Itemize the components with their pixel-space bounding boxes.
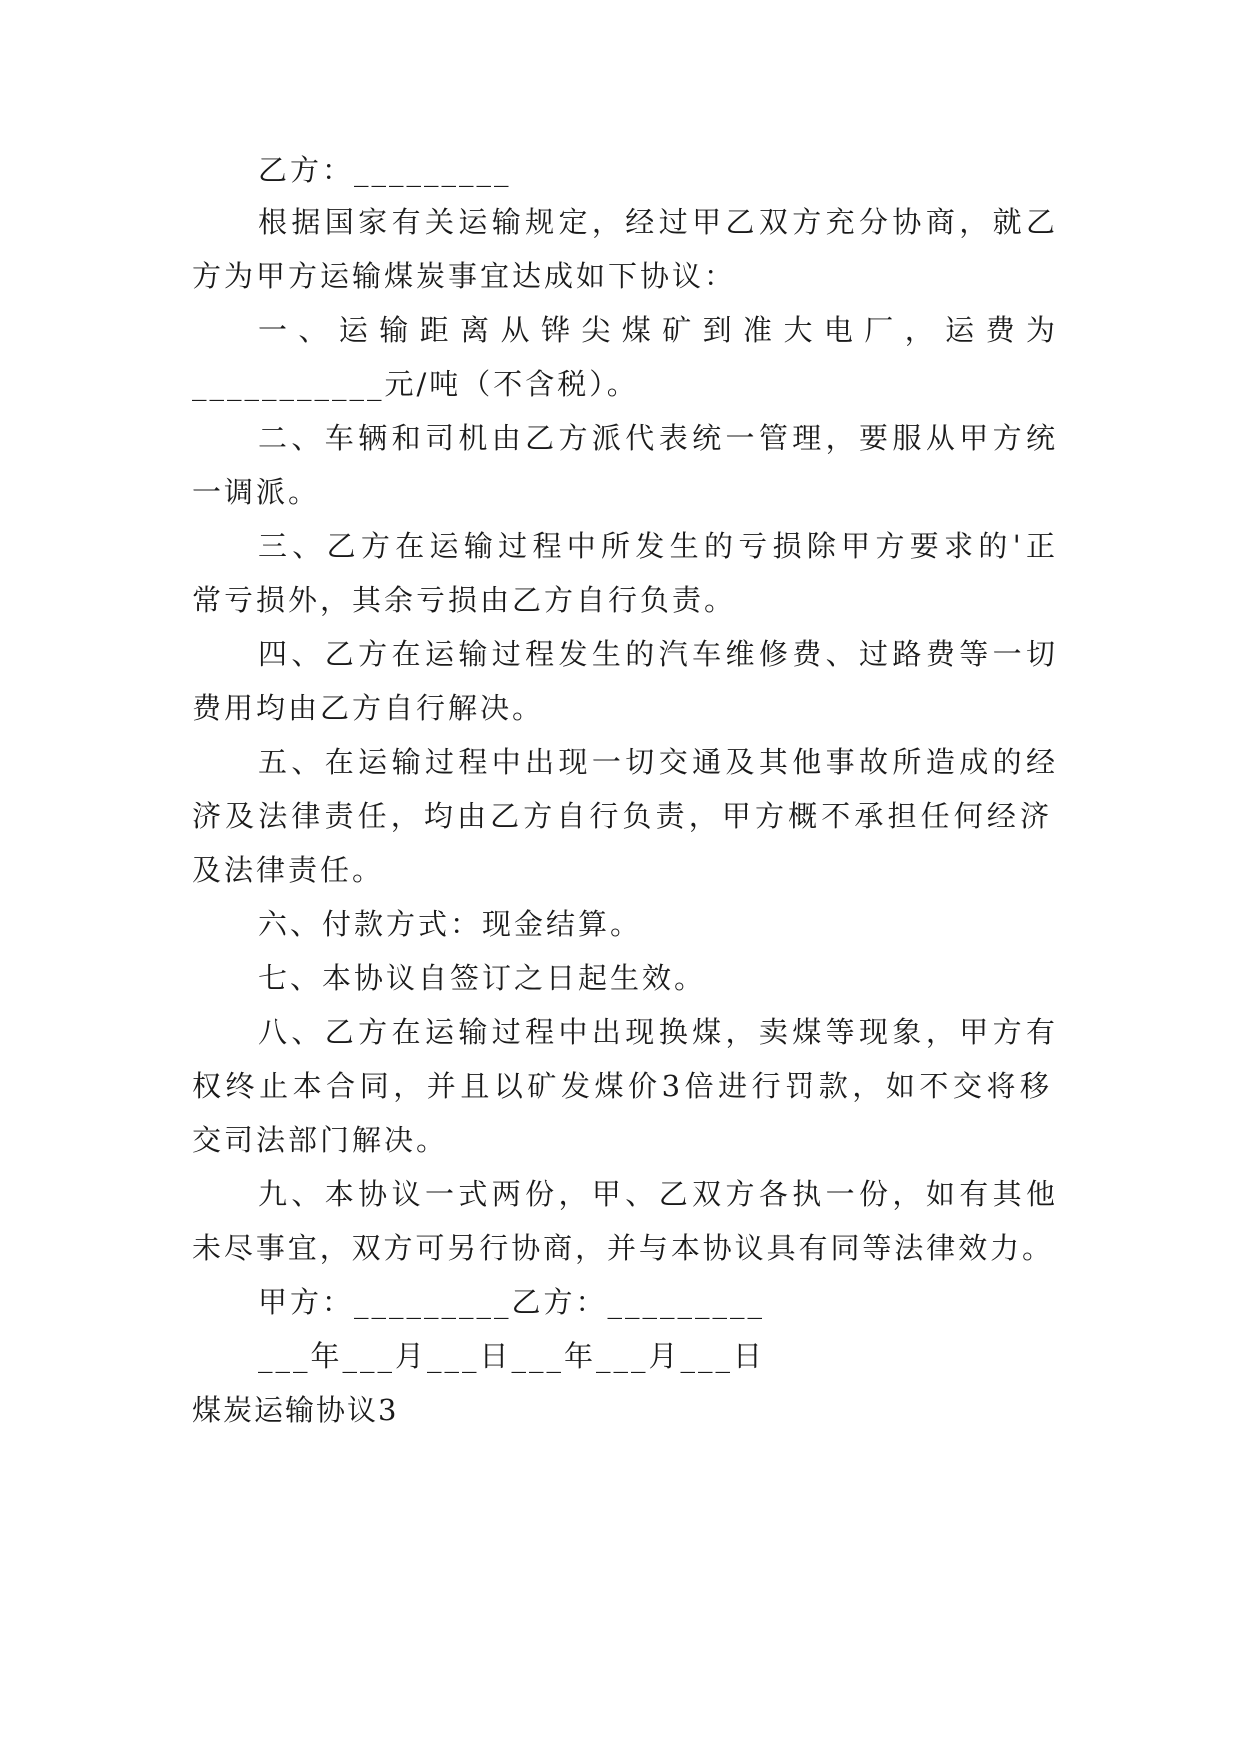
clause-8-line-1: 八、乙方在运输过程中出现换煤，卖煤等现象，甲方有 (258, 1015, 1058, 1049)
clause-3-line-1: 三、乙方在运输过程中所发生的亏损除甲方要求的'正 (258, 529, 1058, 563)
clause-2-line-2: 一调派。 (192, 475, 321, 509)
clause-9-line-2: 未尽事宜，双方可另行协商，并与本协议具有同等法律效力。 (192, 1231, 1052, 1265)
clause-8-line-3: 交司法部门解决。 (192, 1123, 449, 1157)
preamble-line-2: 方为甲方运输煤炭事宜达成如下协议： (192, 259, 737, 293)
clause-3-line-2: 常亏损外，其余亏损由乙方自行负责。 (192, 583, 737, 617)
clause-7-line: 七、本协议自签订之日起生效。 (258, 961, 707, 995)
next-section-title: 煤炭运输协议3 (192, 1393, 399, 1427)
clause-6-line: 六、付款方式：现金结算。 (258, 907, 643, 941)
clause-5-line-3: 及法律责任。 (192, 853, 385, 887)
preamble-line-1: 根据国家有关运输规定，经过甲乙双方充分协商，就乙 (258, 205, 1058, 239)
clause-5-line-2: 济及法律责任，均由乙方自行负责，甲方概不承担任何经济 (192, 799, 1052, 833)
clause-2-line-1: 二、车辆和司机由乙方派代表统一管理，要服从甲方统 (258, 421, 1058, 455)
date-line: ___年___月___日___年___月___日 (258, 1339, 766, 1373)
clause-1-line-2: ___________元/吨（不含税）。 (192, 367, 639, 401)
clause-8-line-2: 权终止本合同，并且以矿发煤价3倍进行罚款，如不交将移 (192, 1069, 1052, 1103)
clause-9-line-1: 九、本协议一式两份，甲、乙双方各执一份，如有其他 (258, 1177, 1058, 1211)
clause-4-line-1: 四、乙方在运输过程发生的汽车维修费、过路费等一切 (258, 637, 1058, 671)
clause-4-line-2: 费用均由乙方自行解决。 (192, 691, 545, 725)
signature-line: 甲方：_________乙方：_________ (258, 1285, 766, 1319)
clause-5-line-1: 五、在运输过程中出现一切交通及其他事故所造成的经 (258, 745, 1058, 779)
party-b-line: 乙方：_________ (258, 153, 512, 187)
clause-1-line-1: 一、运输距离从铧尖煤矿到准大电厂，运费为 (258, 313, 1058, 347)
